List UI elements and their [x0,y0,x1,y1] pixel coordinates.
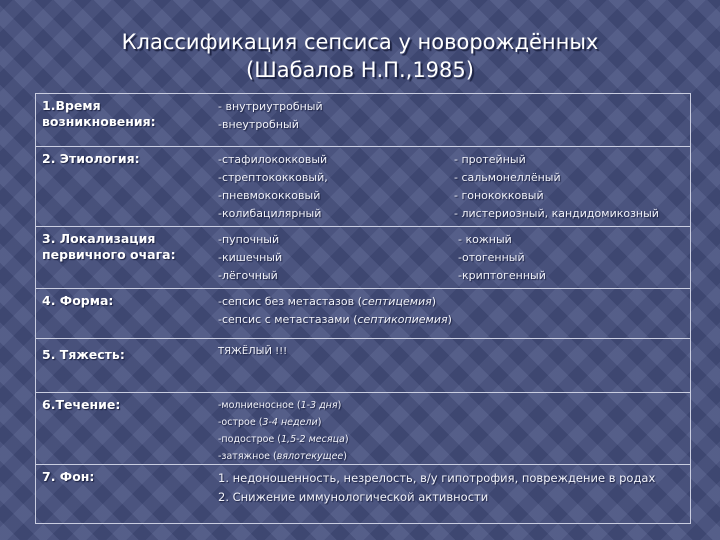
title-line-1: Классификация сепсиса у новорождённых [121,30,599,54]
row-content-localization [218,231,688,287]
row-content-background [218,469,688,507]
row-label-course: 6.Течение: [42,397,121,412]
row-content-form [218,293,688,329]
row-label-background: 7. Фон: [42,469,95,484]
row-label-line: 3. Локализация [42,231,156,246]
table-row-background [36,464,690,523]
localization-item: -отогенный [458,251,525,264]
row-label-line: первичного очага: [42,247,176,262]
etiology-item: - сальмонеллёный [454,171,561,184]
row-label-onset [42,98,212,130]
table-row-etiology [36,146,690,226]
course-item: -затяжное (вялотекущее) [218,451,347,462]
classification-table [35,93,691,524]
localization-item: - кожный [458,233,512,246]
table-row-onset [36,94,690,146]
course-item: -острое (3-4 недели) [218,417,322,428]
etiology-item: - гонококковый [454,189,544,202]
course-item: -подострое (1,5-2 месяца) [218,434,349,445]
row-label-form: 4. Форма: [42,293,114,308]
etiology-item: -стрептококковый, [218,171,328,184]
table-row-severity [36,338,690,392]
table-row-course [36,392,690,464]
table-row-form [36,288,690,338]
title-line-2: (Шабалов Н.П.,1985) [246,58,474,82]
etiology-item: - протейный [454,153,526,166]
etiology-item: -колибацилярный [218,207,322,220]
form-item: -сепсис без метастазов (септицемия) [218,295,437,308]
background-item: 2. Снижение иммунологической активности [218,490,489,504]
onset-item: -внеутробный [218,118,299,131]
row-label-line: 1.Время [42,98,101,113]
row-label-localization [42,231,212,263]
etiology-item: - листериозный, кандидомикозный [454,207,659,220]
onset-item: - внутриутробный [218,100,323,113]
etiology-item: -пневмококковый [218,189,321,202]
row-content-severity [218,343,688,361]
table-row-localization [36,226,690,288]
localization-item: -лёгочный [218,269,278,282]
row-label-etiology: 2. Этиология: [42,151,140,166]
row-content-etiology [218,151,688,225]
localization-item: -пупочный [218,233,280,246]
localization-item: -криптогенный [458,269,546,282]
row-label-line: возникновения: [42,114,156,129]
background-item: 1. недоношенность, незрелость, в/у гипотрофия, повреждение в родах [218,471,656,485]
course-item: -молниеносное (1-3 дня) [218,400,342,411]
row-content-course [218,397,688,465]
localization-item: -кишечный [218,251,283,264]
etiology-item: -стафилококковый [218,153,328,166]
row-label-severity: 5. Тяжесть: [42,347,125,362]
page-title [0,28,720,84]
severity-item: ТЯЖЁЛЫЙ !!! [218,346,288,357]
row-content-onset [218,98,688,134]
form-item: -сепсис с метастазами (септикопиемия) [218,313,452,326]
